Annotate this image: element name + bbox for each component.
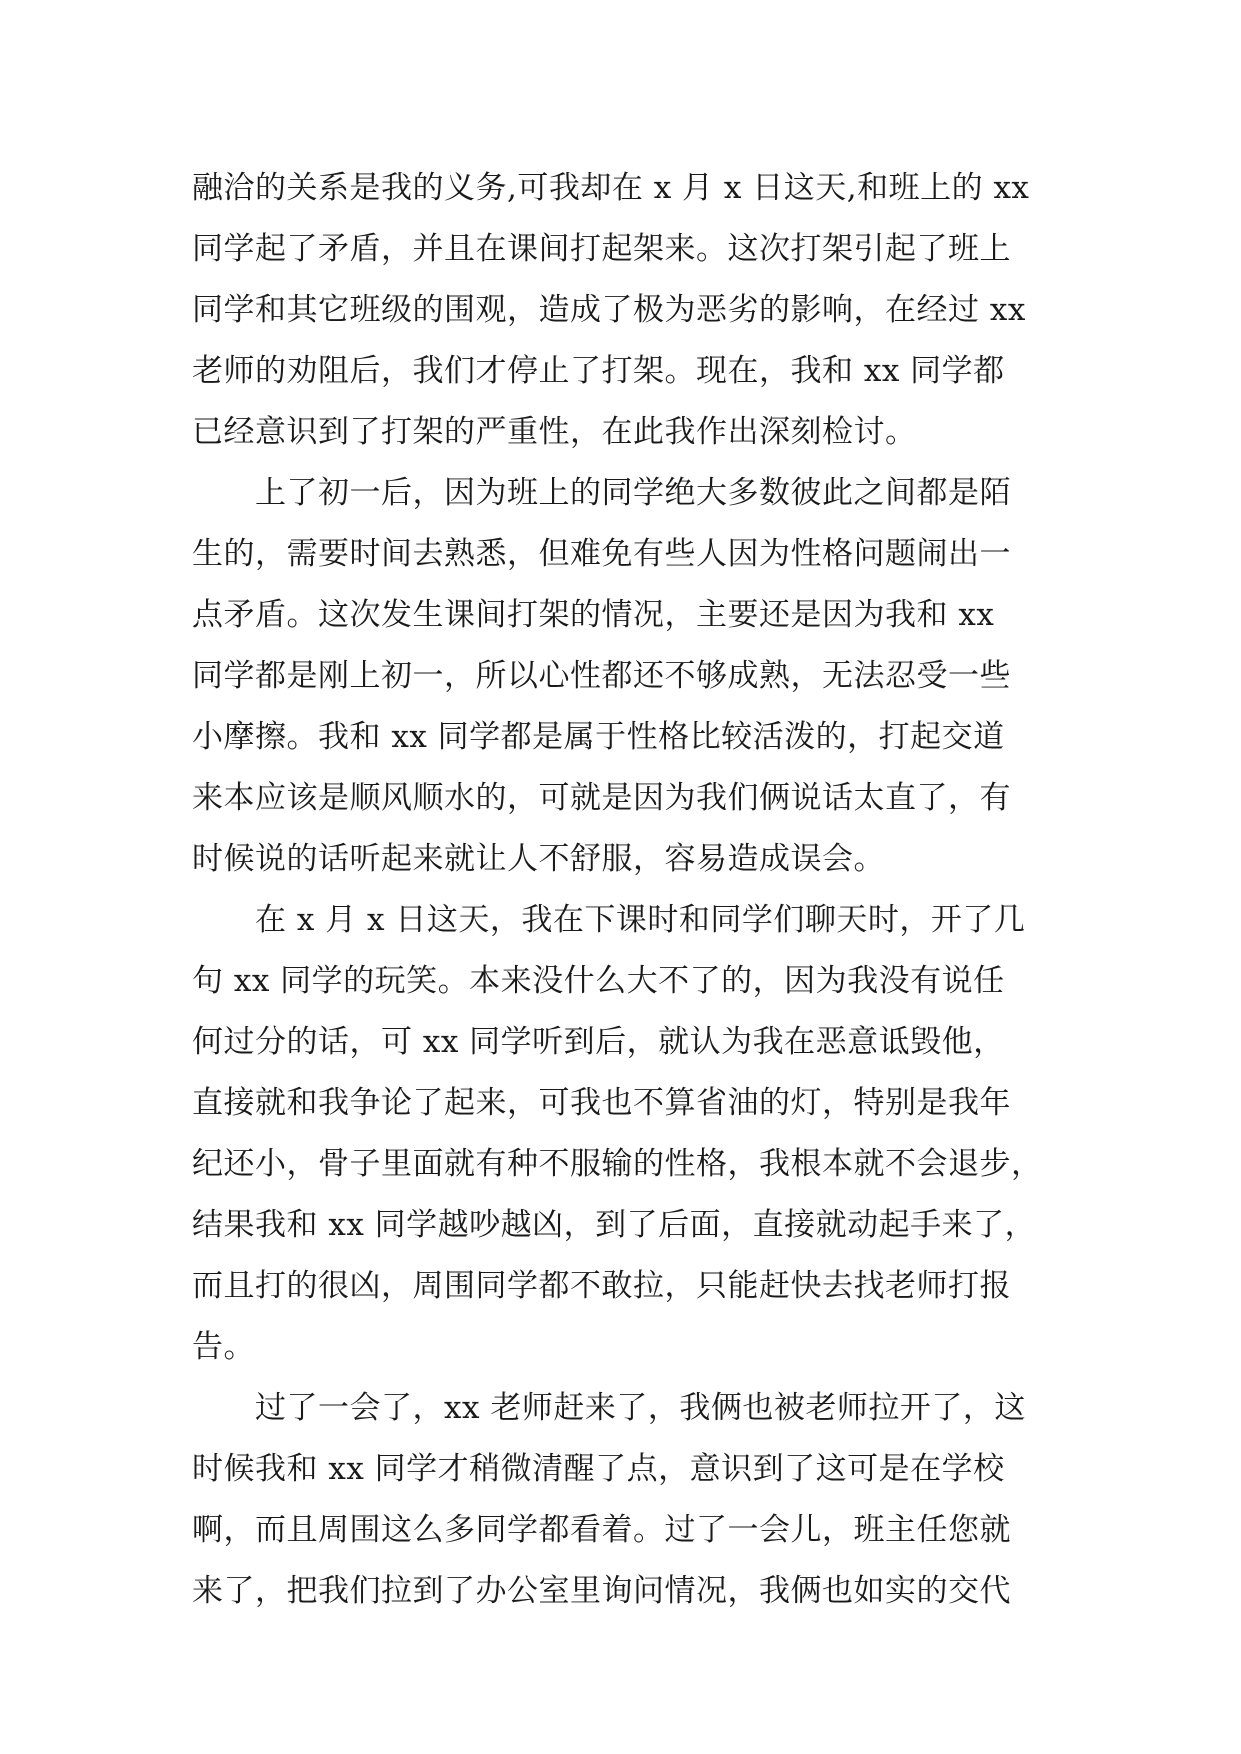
text-line: 纪还小，骨子里面就有种不服输的性格，我根本就不会退步，	[192, 1146, 1043, 1182]
text-line: 已经意识到了打架的严重性，在此我作出深刻检讨。	[192, 414, 917, 450]
text-line: 同学和其它班级的围观，造成了极为恶劣的影响，在经过 xx	[192, 292, 1026, 328]
text-line: 小摩擦。我和 xx 同学都是属于性格比较活泼的，打起交道	[192, 719, 1005, 755]
text-line: 而且打的很凶，周围同学都不敢拉，只能赶快去找老师打报	[192, 1268, 1011, 1304]
text-line: 上了初一后，因为班上的同学绝大多数彼此之间都是陌	[192, 475, 1011, 511]
text-line: 句 xx 同学的玩笑。本来没什么大不了的，因为我没有说任	[192, 963, 1005, 999]
text-line: 何过分的话，可 xx 同学听到后，就认为我在恶意诋毁他，	[192, 1024, 1005, 1060]
body-text	[192, 158, 1072, 1622]
text-line: 时候说的话听起来就让人不舒服，容易造成误会。	[192, 841, 885, 877]
text-line: 过了一会了，xx 老师赶来了，我俩也被老师拉开了，这	[192, 1390, 1026, 1426]
text-line: 来本应该是顺风顺水的，可就是因为我们俩说话太直了，有	[192, 780, 1011, 816]
text-line: 同学都是刚上初一，所以心性都还不够成熟，无法忍受一些	[192, 658, 1011, 694]
text-line: 点矛盾。这次发生课间打架的情况，主要还是因为我和 xx	[192, 597, 995, 633]
text-line: 告。	[192, 1329, 255, 1365]
text-line: 老师的劝阻后，我们才停止了打架。现在，我和 xx 同学都	[192, 353, 1005, 389]
text-line: 生的，需要时间去熟悉，但难免有些人因为性格问题闹出一	[192, 536, 1011, 572]
text-line: 在 x 月 x 日这天，我在下课时和同学们聊天时，开了几	[192, 902, 1026, 938]
text-line: 直接就和我争论了起来，可我也不算省油的灯，特别是我年	[192, 1085, 1011, 1121]
text-line: 来了，把我们拉到了办公室里询问情况，我俩也如实的交代	[192, 1573, 1011, 1609]
text-line: 同学起了矛盾，并且在课间打起架来。这次打架引起了班上	[192, 231, 1011, 267]
text-line: 结果我和 xx 同学越吵越凶，到了后面，直接就动起手来了，	[192, 1207, 1037, 1243]
text-line: 啊，而且周围这么多同学都看着。过了一会儿，班主任您就	[192, 1512, 1011, 1548]
text-line: 时候我和 xx 同学才稍微清醒了点，意识到了这可是在学校	[192, 1451, 1005, 1487]
text-line: 融洽的关系是我的义务,可我却在 x 月 x 日这天,和班上的 xx	[192, 170, 1030, 206]
